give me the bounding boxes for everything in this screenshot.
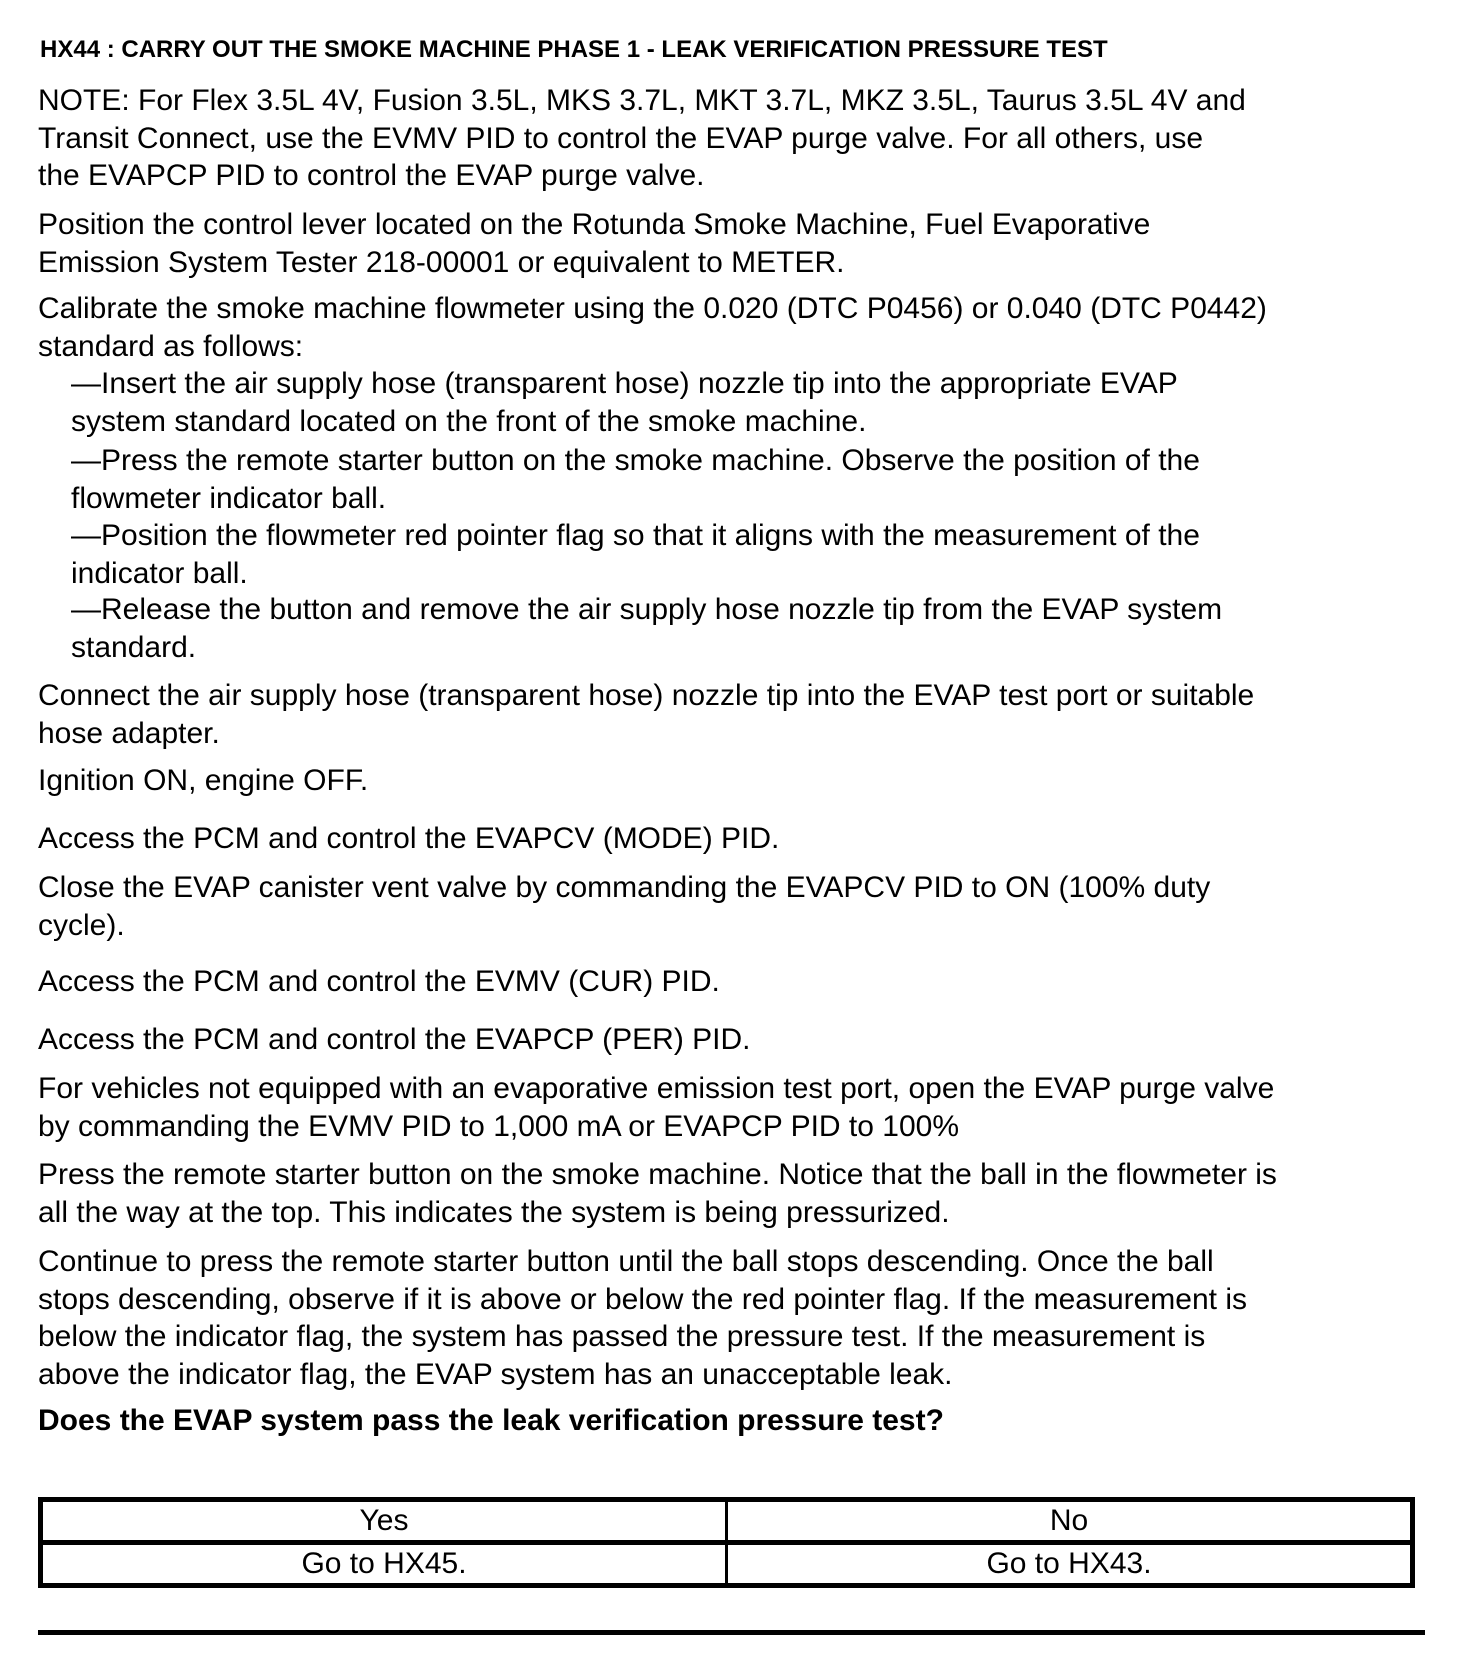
text-line: —Position the flowmeter red pointer flag so that it aligns with the measurement of the xyxy=(71,519,1200,552)
instruction-paragraph xyxy=(38,820,779,858)
instruction-paragraph xyxy=(71,517,1200,592)
text-line: NOTE: For Flex 3.5L 4V, Fusion 3.5L, MKS 3.7L, MKT 3.7L, MKZ 3.5L, Taurus 3.5L 4V and xyxy=(38,84,1246,117)
text-line: standard as follows: xyxy=(38,329,304,363)
text-line: hose adapter. xyxy=(38,716,220,750)
text-line: Access the PCM and control the EVMV (CUR) PID. xyxy=(38,965,720,998)
text-line: Does the EVAP system pass the leak verification pressure test? xyxy=(38,1404,944,1437)
instruction-paragraph xyxy=(38,677,1254,752)
header-no: No xyxy=(727,1500,1413,1543)
text-line: Position the control lever located on the Rotunda Smoke Machine, Fuel Evaporative xyxy=(38,208,1151,241)
text-line: Emission System Tester 218-00001 or equivalent to METER. xyxy=(38,245,845,279)
yes-action-link[interactable]: Go to HX45. xyxy=(41,1543,727,1586)
text-line: standard. xyxy=(71,630,197,664)
text-line: For vehicles not equipped with an evaporative emission test port, open the EVAP purge valve xyxy=(38,1072,1275,1105)
text-line: Press the remote starter button on the smoke machine. Notice that the ball in the flowmeter is xyxy=(38,1158,1277,1191)
text-line: —Press the remote starter button on the smoke machine. Observe the position of the xyxy=(71,444,1200,477)
instruction-paragraph xyxy=(38,206,1150,281)
text-line: Ignition ON, engine OFF. xyxy=(38,764,369,797)
text-line: Access the PCM and control the EVAPCP (PER) PID. xyxy=(38,1023,751,1056)
instruction-paragraph xyxy=(38,963,720,1001)
instruction-paragraph xyxy=(71,591,1222,666)
instruction-paragraph xyxy=(71,442,1200,517)
text-line: stops descending, observe if it is above or below the red pointer flag. If the measurement is xyxy=(38,1282,1247,1316)
instruction-paragraph xyxy=(38,762,368,800)
text-line: cycle). xyxy=(38,908,125,942)
step-title: HX44 : CARRY OUT THE SMOKE MACHINE PHASE 1 - LEAK VERIFICATION PRESSURE TEST xyxy=(40,36,1108,63)
bottom-divider xyxy=(38,1630,1425,1635)
no-action-link[interactable]: Go to HX43. xyxy=(727,1543,1413,1586)
text-line: by commanding the EVMV PID to 1,000 mA or EVAPCP PID to 100% xyxy=(38,1109,960,1143)
text-line: Connect the air supply hose (transparent hose) nozzle tip into the EVAP test port or suitable xyxy=(38,679,1255,712)
question-text xyxy=(38,1402,944,1440)
instruction-paragraph xyxy=(38,1021,751,1059)
text-line: Transit Connect, use the EVMV PID to control the EVAP purge valve. For all others, use xyxy=(38,121,1204,155)
text-line: —Insert the air supply hose (transparent hose) nozzle tip into the appropriate EVAP xyxy=(71,367,1178,400)
header-yes: Yes xyxy=(41,1500,727,1543)
text-line: Continue to press the remote starter button until the ball stops descending. Once the ball xyxy=(38,1245,1214,1278)
text-line: Calibrate the smoke machine flowmeter using the 0.020 (DTC P0456) or 0.040 (DTC P0442) xyxy=(38,292,1267,325)
text-line: below the indicator flag, the system has passed the pressure test. If the measurement is xyxy=(38,1320,1206,1354)
instruction-paragraph xyxy=(38,869,1210,944)
instruction-paragraph xyxy=(38,1156,1277,1231)
text-line: —Release the button and remove the air supply hose nozzle tip from the EVAP system xyxy=(71,593,1223,626)
result-table xyxy=(38,1497,1415,1588)
text-line: above the indicator flag, the EVAP system has an unacceptable leak. xyxy=(38,1358,953,1392)
instruction-paragraph xyxy=(71,365,1178,440)
text-line: the EVAPCP PID to control the EVAP purge valve. xyxy=(38,159,705,193)
text-line: flowmeter indicator ball. xyxy=(71,481,387,515)
instruction-paragraph xyxy=(38,290,1267,365)
text-line: system standard located on the front of the smoke machine. xyxy=(71,404,867,438)
text-line: indicator ball. xyxy=(71,556,248,590)
instruction-paragraph xyxy=(38,1070,1274,1145)
instruction-paragraph xyxy=(38,1243,1247,1394)
text-line: Access the PCM and control the EVAPCV (MODE) PID. xyxy=(38,822,780,855)
text-line: Close the EVAP canister vent valve by commanding the EVAPCV PID to ON (100% duty xyxy=(38,871,1211,904)
instruction-paragraph xyxy=(38,82,1246,195)
text-line: all the way at the top. This indicates the system is being pressurized. xyxy=(38,1195,950,1229)
